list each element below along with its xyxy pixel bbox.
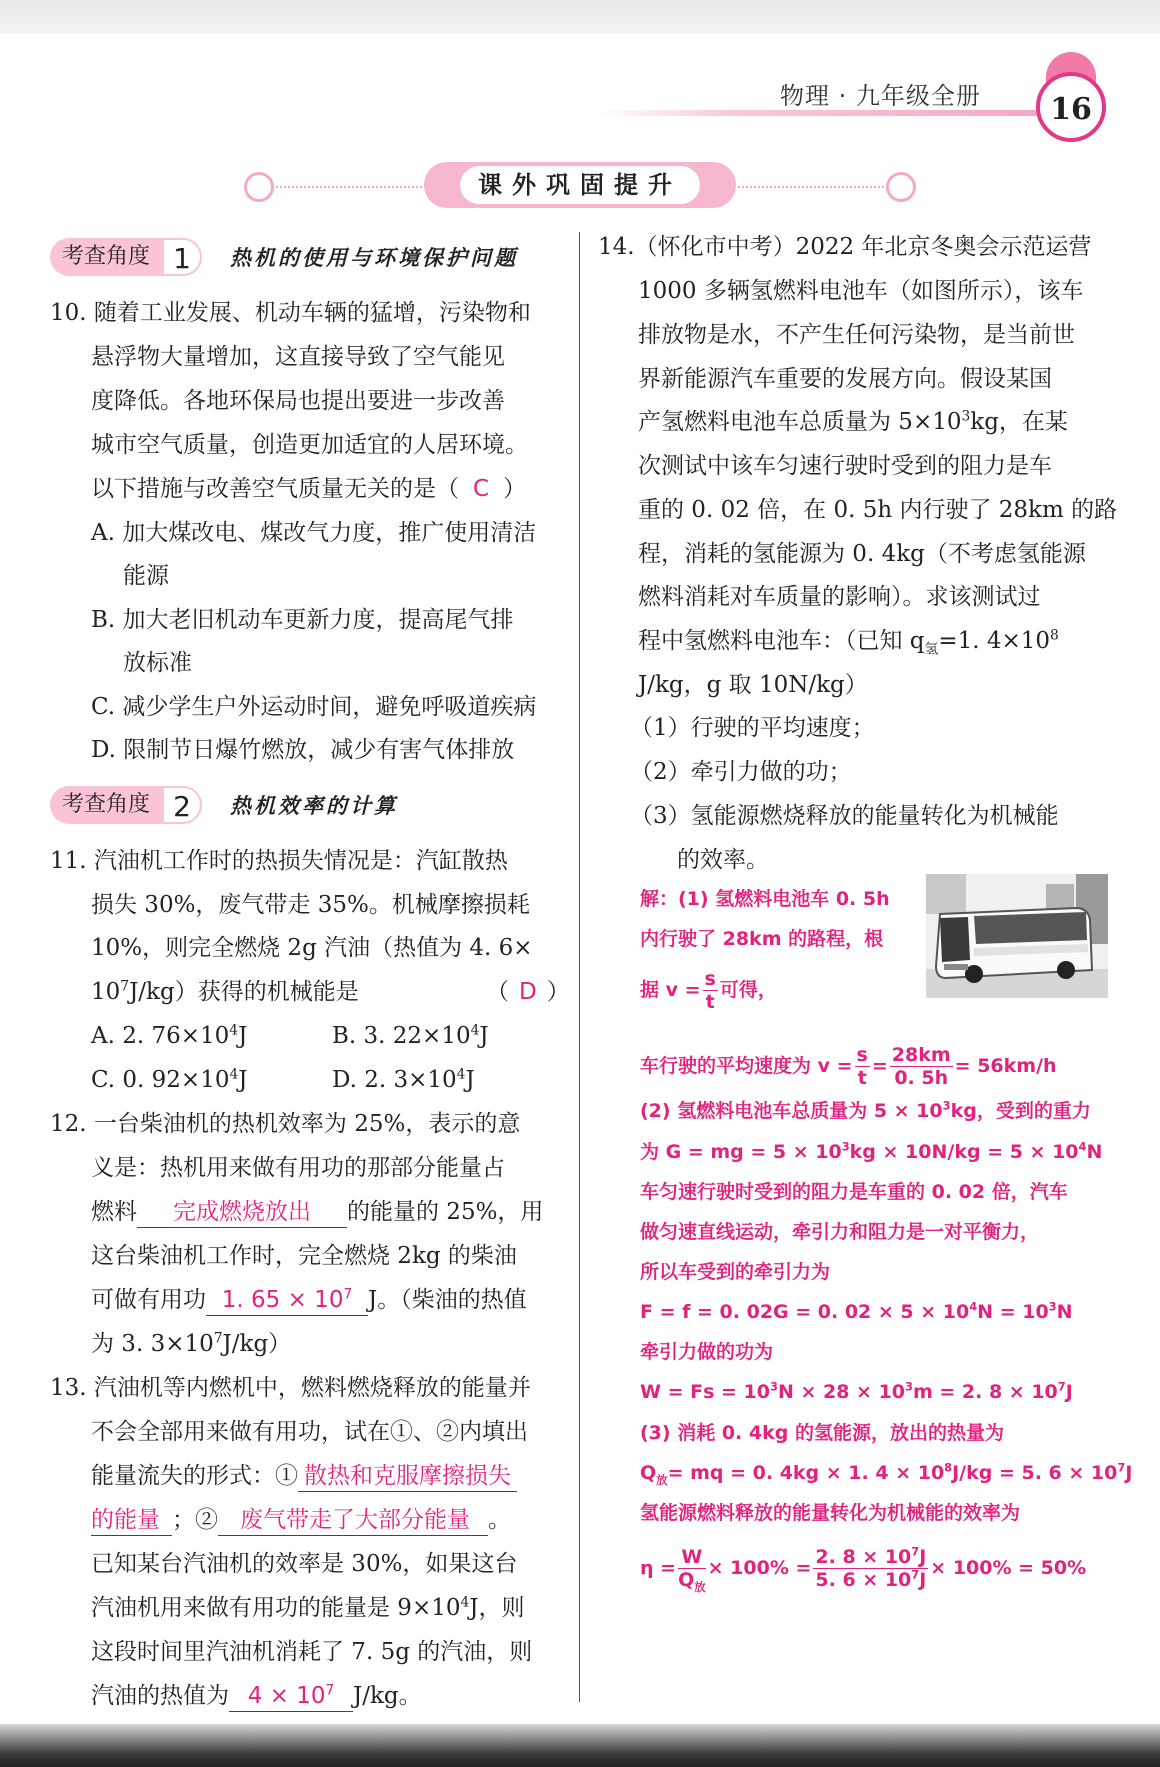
q13-line-8	[91, 1681, 422, 1712]
sol-s14-c: J/kg = 5. 6 × 10	[952, 1462, 1118, 1484]
q13-line-1: 13. 汽油机等内燃机中，燃料燃烧释放的能量并	[50, 1375, 531, 1401]
q11-d-unit: J	[465, 1067, 475, 1093]
solution-line-16	[640, 1544, 1087, 1594]
q12-l6-b: J/kg）	[222, 1331, 292, 1357]
q10-line-1: 10. 随着工业发展、机动车辆的猛增，污染物和	[50, 300, 531, 326]
q13-line-2: 不会全部用来做有用功，试在①、②内填出	[91, 1419, 528, 1445]
sol-s14-b: = mq = 0. 4kg × 1. 4 × 10	[667, 1462, 945, 1484]
q10-option-a-cont: 能源	[123, 563, 169, 589]
q12-line-5	[91, 1285, 527, 1316]
q13-l6-exp: 4	[460, 1594, 470, 1611]
q10-option-c: C. 减少学生户外运动时间，避免呼吸道疾病	[91, 694, 537, 720]
q11-b-unit: J	[479, 1023, 489, 1049]
sol-s10-exp2: 3	[1048, 1299, 1057, 1314]
exam-angle-number: 2	[162, 786, 202, 824]
sol-s12-b: N × 28 × 10	[777, 1381, 906, 1403]
solution-line-10	[640, 1299, 1073, 1325]
sol-s10-b: N = 10	[977, 1301, 1049, 1323]
solution-line-7: 车匀速行驶时受到的阻力是车重的 0. 02 倍，汽车	[640, 1181, 1068, 1203]
frac-den-unit: J	[919, 1569, 927, 1591]
solution-line-15: 氢能源燃料释放的能量转化为机械能的效率为	[640, 1502, 1021, 1524]
q14-line-8: 程，消耗的氢能源为 0. 4kg（不考虑氢能源	[638, 541, 1086, 567]
sol-s14-exp2: 7	[1117, 1460, 1126, 1475]
exam-angle-label: 考查角度	[50, 786, 162, 824]
q11-line-3: 10%，则完全燃烧 2g 汽油（热值为 4. 6×	[91, 935, 533, 961]
q10-line-4: 城市空气质量，创造更加适宜的人居环境。	[91, 432, 528, 458]
q13-line-4	[91, 1505, 511, 1536]
header-rule	[600, 110, 1040, 116]
fraction-distance-over-time	[890, 1044, 953, 1089]
sol-s6-exp: 3	[841, 1139, 850, 1154]
q13-answer-3-exp: 7	[325, 1682, 335, 1699]
q14-line-3: 排放物是水，不产生任何污染物，是当前世	[638, 322, 1075, 348]
sol-s4-a: 车行驶的平均速度为 v =	[640, 1055, 853, 1077]
solution-line-11: 牵引力做的功为	[640, 1341, 774, 1363]
q14-line-6: 次测试中该车匀速行驶时受到的阻力是车	[638, 453, 1052, 479]
q13-l6-b: J，则	[469, 1595, 525, 1621]
sol-s10-c: N	[1056, 1301, 1073, 1323]
section-banner-text: 课外巩固提升	[460, 166, 700, 204]
q12-line-2: 义是：热机用来做有用功的那部分能量占	[91, 1155, 505, 1181]
q13-l8-a: 汽油的热值为	[91, 1683, 229, 1709]
hydrogen-bus-photo	[926, 874, 1108, 998]
solution-line-3	[640, 968, 777, 1013]
q13-line-7: 这段时间里汽油机消耗了 7. 5g 的汽油，则	[91, 1639, 533, 1665]
q10-stem-end: 以下措施与改善空气质量无关的是（	[91, 476, 459, 502]
frac-num-base: 2. 8 × 10	[815, 1546, 912, 1568]
solution-line-9: 所以车受到的牵引力为	[640, 1261, 831, 1283]
q14-line-11: J/kg，g 取 10N/kg）	[638, 672, 868, 698]
q10-option-b-cont: 放标准	[123, 650, 192, 676]
q11-line4-a: 10	[91, 979, 121, 1005]
q14-line-4: 界新能源汽车重要的发展方向。假设某国	[638, 366, 1052, 392]
banner-right-dotted-line	[738, 186, 884, 188]
q14-l5-b: kg，在某	[970, 409, 1068, 435]
q11-option-d	[332, 1065, 475, 1095]
frac-den: t	[857, 1067, 867, 1089]
banner-left-play-icon	[244, 172, 274, 202]
page-number: 16	[1036, 72, 1106, 142]
solution-line-12	[640, 1379, 1073, 1405]
q14-l5-a: 产氢燃料电池车总质量为 5×10	[638, 409, 962, 435]
solution-line-5	[640, 1098, 1091, 1124]
q11-c-unit: J	[238, 1067, 248, 1093]
frac-den	[813, 1569, 928, 1591]
q13-l3-a: 能量流失的形式：①	[91, 1463, 298, 1489]
exam-angle-title: 热机的使用与环境保护问题	[230, 245, 519, 270]
q11-a: A. 2. 76×10	[91, 1023, 230, 1049]
q13-line-5: 已知某台汽油机的效率是 30%，如果这台	[91, 1551, 518, 1577]
q14-line-7: 重的 0. 02 倍，在 0. 5h 内行驶了 28km 的路	[638, 497, 1118, 523]
q13-line-6	[91, 1593, 525, 1623]
frac-den: 0. 5h	[894, 1067, 949, 1089]
solution-line-1: 解：(1) 氢燃料电池车 0. 5h	[640, 888, 890, 910]
q11-answer: D	[519, 979, 537, 1005]
q11-answer-paren	[486, 977, 570, 1007]
q13-answer-2: 废气带走了大部分能量	[218, 1505, 488, 1536]
sol-s6-exp2: 4	[1078, 1139, 1087, 1154]
sol-s14-sub: 放	[656, 1472, 668, 1487]
q14-l10-b: =1. 4×10	[938, 628, 1051, 654]
sol-s16-a: η =	[640, 1557, 677, 1579]
sol-s14-a: Q	[640, 1462, 657, 1484]
sol-s5-b: kg，受到的重力	[950, 1100, 1091, 1122]
frac-num-exp: 7	[911, 1544, 920, 1559]
section-banner	[424, 162, 736, 208]
q14-l5-exp: 3	[961, 408, 971, 425]
fraction-s-over-t	[855, 1044, 870, 1089]
q14-l10-exp: 8	[1050, 627, 1059, 644]
frac-den	[678, 1569, 706, 1594]
q14-part-3: （3）氢能源燃烧释放的能量转化为机械能	[630, 803, 1059, 829]
q11-open: （	[486, 979, 509, 1005]
q12-l6-a: 为 3. 3×10	[91, 1331, 214, 1357]
solution-line-8: 做匀速直线运动，牵引力和阻力是一对平衡力，	[640, 1221, 1040, 1243]
banner-left-dotted-line	[276, 186, 422, 188]
q14-line-5	[638, 407, 1068, 437]
frac-num: W	[678, 1546, 706, 1569]
q14-part-1: （1）行驶的平均速度；	[630, 715, 875, 741]
frac-den-base: 5. 6 × 10	[815, 1569, 912, 1591]
frac-num: s	[704, 968, 716, 990]
frac-num: 28km	[891, 1044, 951, 1066]
q10-line-2: 悬浮物大量增加，这直接导致了空气能见	[91, 344, 505, 370]
solution-line-2: 内行驶了 28km 的路程，根	[640, 928, 884, 950]
q12-line-4: 这台柴油机工作时，完全燃烧 2kg 的柴油	[91, 1243, 517, 1269]
solution-line-6	[640, 1139, 1102, 1165]
solution-line-4	[640, 1044, 1057, 1089]
sol-s12-d: J	[1065, 1381, 1073, 1403]
q12-l6-exp: 7	[213, 1330, 223, 1347]
sol-s12-exp2: 3	[905, 1379, 913, 1394]
sol-s10-a: F = f = 0. 02G = 0. 02 × 5 × 10	[640, 1301, 970, 1323]
sol-s5-a: (2) 氢燃料电池车总质量为 5 × 10	[640, 1100, 943, 1122]
frac-den: t	[705, 991, 715, 1013]
exam-angle-title: 热机效率的计算	[230, 793, 399, 818]
sol-s12-exp: 3	[770, 1379, 778, 1394]
q14-line-10	[638, 626, 1059, 656]
q11-line4-exp: 7	[120, 978, 130, 995]
q10-option-b: B. 加大老旧机动车更新力度，提高尾气排	[91, 607, 514, 633]
q11-option-b	[332, 1021, 489, 1051]
q11-d: D. 2. 3×10	[332, 1067, 457, 1093]
sol-s6-c: N	[1086, 1141, 1103, 1163]
q13-answer-1-cont: 的能量	[91, 1505, 172, 1536]
q14-line-1: 14.（怀化市中考）2022 年北京冬奥会示范运营	[598, 234, 1092, 260]
frac-num-unit: J	[919, 1546, 927, 1568]
q14-part-3-cont: 的效率。	[677, 847, 769, 873]
q11-c-exp: 4	[229, 1066, 239, 1083]
q13-l4-b: ；②	[172, 1507, 218, 1533]
q10-close-paren: ）	[503, 476, 527, 502]
q13-l6-a: 汽油机用来做有用功的能量是 9×10	[91, 1595, 461, 1621]
q13-answer-3	[229, 1681, 353, 1712]
exam-angle-number: 1	[162, 238, 202, 276]
bottom-shadow-band	[0, 1724, 1160, 1767]
exam-angle-1	[50, 238, 518, 276]
frac-den-exp: 7	[911, 1567, 920, 1582]
q13-l8-b: J/kg。	[353, 1683, 422, 1709]
q10-line-3: 度降低。各地环保局也提出要进一步改善	[91, 388, 505, 414]
fraction-work-over-heat	[813, 1546, 928, 1591]
q11-d-exp: 4	[456, 1066, 466, 1083]
q12-l5-b: J。（柴油的热值	[368, 1287, 527, 1313]
q11-line4-b: J/kg）获得的机械能是	[129, 979, 359, 1005]
solution-line-13: (3) 消耗 0. 4kg 的氢能源，放出的热量为	[640, 1422, 1004, 1444]
fraction-s-over-t	[703, 968, 718, 1013]
exam-angle-2	[50, 786, 398, 824]
sol-s16-c: × 100% = 50%	[930, 1557, 1087, 1579]
q11-b: B. 3. 22×10	[332, 1023, 471, 1049]
column-divider	[579, 232, 580, 1702]
q13-line-3	[91, 1461, 517, 1492]
q14-l10-sub: 氢	[924, 641, 939, 658]
q12-answer-2-base: 1. 65 × 10	[221, 1287, 344, 1313]
q11-b-exp: 4	[470, 1022, 480, 1039]
frac-num: s	[856, 1044, 868, 1066]
q11-close: ）	[546, 979, 570, 1005]
q10-line-5	[91, 474, 526, 504]
top-shadow-band	[0, 0, 1160, 34]
q14-line-2: 1000 多辆氢燃料电池车（如图所示），该车	[638, 278, 1084, 304]
sol-s14-d: J	[1125, 1462, 1133, 1484]
sol-s5-exp: 3	[942, 1098, 951, 1113]
sol-s16-b: × 100% =	[707, 1557, 812, 1579]
q11-option-a	[91, 1021, 247, 1051]
exam-angle-label: 考查角度	[50, 238, 162, 276]
q12-l3-b: 的能量的 25%，用	[347, 1199, 544, 1225]
q10-option-d: D. 限制节日爆竹燃放，减少有害气体排放	[91, 737, 515, 763]
q11-line-2: 损失 30%，废气带走 35%。机械摩擦损耗	[91, 892, 530, 918]
frac-den-sub: 放	[694, 1579, 706, 1594]
q10-answer: C	[473, 476, 490, 502]
q11-option-c	[91, 1065, 247, 1095]
q10-option-a: A. 加大煤改电、煤改气力度，推广使用清洁	[91, 520, 537, 546]
q11-a-unit: J	[238, 1023, 248, 1049]
sol-s3-a: 据 v =	[640, 979, 701, 1001]
q14-part-2: （2）牵引力做的功；	[630, 759, 852, 785]
q13-answer-1: 散热和克服摩擦损失	[298, 1461, 517, 1492]
sol-s3-b: 可得，	[719, 979, 777, 1001]
sol-s12-exp3: 7	[1057, 1379, 1066, 1394]
banner-right-play-icon	[886, 172, 916, 202]
q11-line-4	[91, 977, 359, 1007]
sol-s12-c: m = 2. 8 × 10	[912, 1381, 1058, 1403]
solution-line-14	[640, 1460, 1132, 1486]
q11-c: C. 0. 92×10	[91, 1067, 230, 1093]
frac-num	[813, 1546, 928, 1569]
q12-l3-a: 燃料	[91, 1199, 137, 1225]
fraction-w-over-q	[678, 1546, 706, 1594]
frac-den-base: Q	[678, 1569, 695, 1591]
sol-s4-eq: =	[871, 1055, 888, 1077]
q14-line-9: 燃料消耗对车质量的影响）。求该测试过	[638, 584, 1041, 610]
q12-answer-2-exp: 7	[343, 1286, 353, 1303]
sol-s6-b: kg × 10N/kg = 5 × 10	[849, 1141, 1079, 1163]
q12-l5-a: 可做有用功	[91, 1287, 206, 1313]
q11-line-1: 11. 汽油机工作时的热损失情况是：汽缸散热	[50, 848, 508, 874]
q12-line-6	[91, 1329, 291, 1359]
q12-line-3	[91, 1197, 543, 1228]
sol-s14-exp: 8	[944, 1460, 953, 1475]
sol-s4-b: = 56km/h	[954, 1055, 1057, 1077]
q11-a-exp: 4	[229, 1022, 239, 1039]
q14-l10-a: 程中氢燃料电池车：（已知 q	[638, 628, 925, 654]
q13-answer-3-base: 4 × 10	[247, 1683, 326, 1709]
book-title: 物理 · 九年级全册	[780, 82, 981, 110]
q12-line-1: 12. 一台柴油机的热机效率为 25%，表示的意	[50, 1111, 521, 1137]
q12-answer-2	[206, 1285, 368, 1316]
sol-s10-exp: 4	[969, 1299, 978, 1314]
q13-l4-c: 。	[488, 1507, 511, 1533]
sol-s6-a: 为 G = mg = 5 × 10	[640, 1141, 842, 1163]
sol-s12-a: W = Fs = 10	[640, 1381, 770, 1403]
q12-answer-1: 完成燃烧放出	[137, 1197, 347, 1228]
